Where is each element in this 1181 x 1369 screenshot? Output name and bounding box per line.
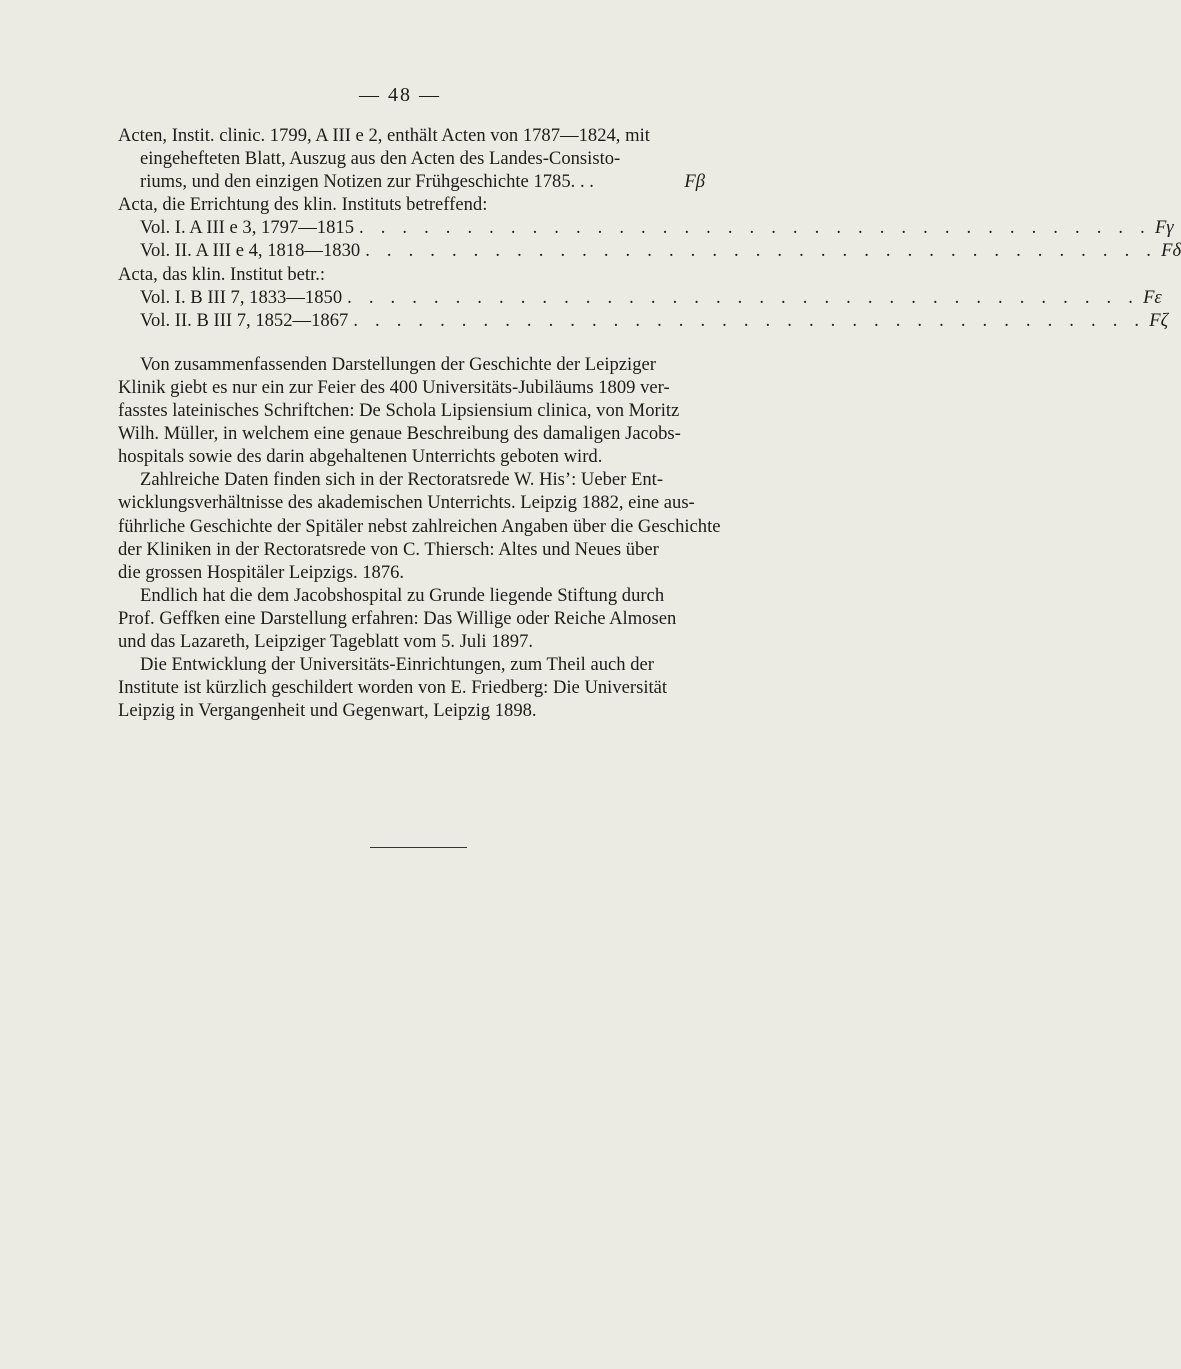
paragraph-line: Klinik giebt es nur ein zur Feier des 400 Universitäts-Jubiläums 1809 ver- xyxy=(118,376,670,398)
section-gap xyxy=(118,332,705,353)
paragraph-line: führliche Geschichte der Spitäler nebst zahlreichen Angaben über die Geschichte xyxy=(118,515,721,537)
group2-heading: Acta, das klin. Institut betr.: xyxy=(118,263,326,285)
entry-label: Vol. II. B III 7, 1852—1867 xyxy=(140,309,349,331)
paragraph-line: Von zusammenfassenden Darstellungen der Geschichte der Leipziger xyxy=(140,353,656,375)
paragraph-line: die grossen Hospitäler Leipzigs. 1876. xyxy=(118,561,405,583)
paragraph-line: Wilh. Müller, in welchem eine genaue Beschreibung des damaligen Jacobs- xyxy=(118,423,681,445)
signature-mark: Fδ xyxy=(1161,240,1181,262)
leader-dots: . . . . . . . . . . . . . . . . . . . . . . . . . . . . . . . . . . . . . xyxy=(359,217,1151,239)
paragraph-line: hospitals sowie des darin abgehaltenen Unterrichts geboten wird. xyxy=(118,446,603,468)
closing-rule xyxy=(370,847,467,848)
entry-label: Vol. I. A III e 3, 1797—1815 xyxy=(140,217,354,239)
paragraph-line: Institute ist kürzlich geschildert worden von E. Friedberg: Die Universität xyxy=(118,677,668,699)
signature-mark: Fβ xyxy=(684,171,705,193)
group1-heading: Acta, die Errichtung des klin. Instituts betreffend: xyxy=(118,194,488,216)
signature-mark: Fε xyxy=(1143,286,1162,308)
paragraph-line: und das Lazareth, Leipziger Tageblatt vom 5. Juli 1897. xyxy=(118,630,534,652)
group2-entry xyxy=(118,286,1162,309)
paragraph-line: Prof. Geffken eine Darstellung erfahren: Das Willige oder Reiche Almosen xyxy=(118,607,677,629)
intro-line-1: Acten, Instit. clinic. 1799, A III e 2, enthält Acten von 1787—1824, mit xyxy=(118,125,650,146)
group1-entry xyxy=(118,239,1181,262)
intro-last-text: riums, und den einzigen Notizen zur Frühgeschichte 1785. . . xyxy=(140,171,594,193)
intro-line-3 xyxy=(118,170,705,193)
leader-dots: . . . . . . . . . . . . . . . . . . . . . . . . . . . . . . . . . . . . . xyxy=(347,286,1140,308)
paragraph-line: wicklungsverhältnisse des akademischen Unterrichts. Leipzig 1882, eine aus- xyxy=(118,492,695,514)
paragraph-line: fasstes lateinisches Schriftchen: De Schola Lipsiensium clinica, von Moritz xyxy=(118,400,680,422)
entry-label: Vol. I. B III 7, 1833—1850 xyxy=(140,286,343,308)
paragraph-line: der Kliniken in der Rectoratsrede von C. Thiersch: Altes und Neues über xyxy=(118,538,659,560)
paragraph-1 xyxy=(118,353,705,468)
paragraph-line: Die Entwicklung der Universitäts-Einrichtungen, zum Theil auch der xyxy=(140,654,654,676)
paragraph-line: Leipzig in Vergangenheit und Gegenwart, Leipzig 1898. xyxy=(118,700,537,722)
group2-entry xyxy=(118,309,1169,332)
page-number: — 48 — xyxy=(359,84,441,106)
signature-mark: Fζ xyxy=(1149,309,1169,331)
entry-label: Vol. II. A III e 4, 1818—1830 xyxy=(140,240,361,262)
paragraph-2 xyxy=(118,468,721,583)
signature-mark: Fγ xyxy=(1154,217,1174,239)
intro-line-2: eingehefteten Blatt, Auszug aus den Acten des Landes-Consisto- xyxy=(140,148,621,170)
paragraph-3 xyxy=(118,584,705,653)
leader-dots: . . . . . . . . . . . . . . . . . . . . . . . . . . . . . . . . . . . . . xyxy=(353,309,1146,331)
paragraph-line: Zahlreiche Daten finden sich in der Rectoratsrede W. His’: Ueber Ent- xyxy=(140,469,664,491)
group1-entry xyxy=(118,216,1174,239)
leader-dots: . . . . . . . . . . . . . . . . . . . . . . . . . . . . . . . . . . . . . xyxy=(365,240,1158,262)
page-body xyxy=(118,124,1181,722)
acta-listing xyxy=(118,124,1181,332)
paragraph-4 xyxy=(118,653,705,722)
paragraph-line: Endlich hat die dem Jacobshospital zu Grunde liegende Stiftung durch xyxy=(140,584,665,606)
